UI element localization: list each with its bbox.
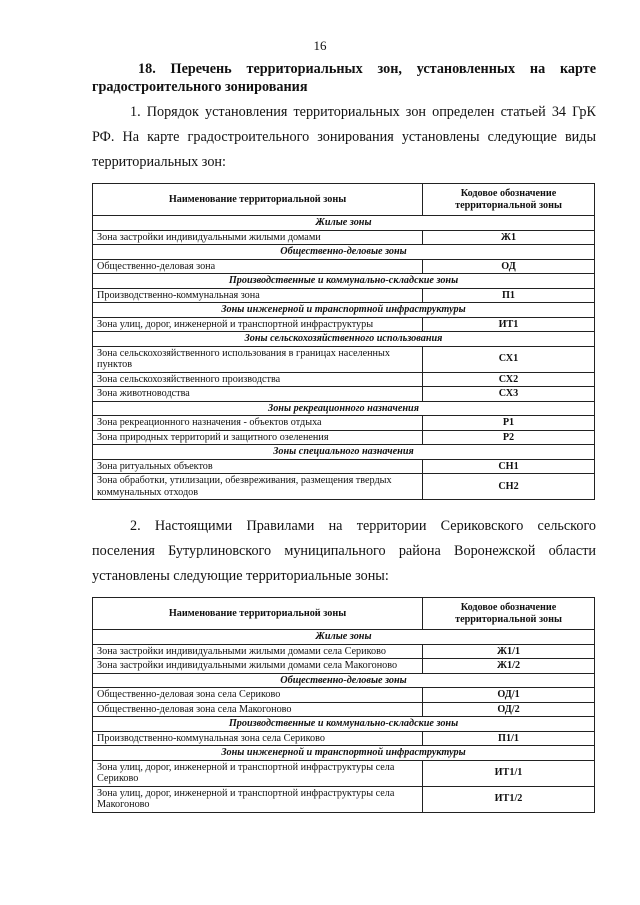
zone-name-cell: Зона улиц, дорог, инженерной и транспортной инфраструктуры села Сериково bbox=[93, 760, 423, 786]
zone-code-cell: СХ2 bbox=[423, 372, 595, 387]
table-row bbox=[93, 372, 595, 387]
table-row bbox=[93, 259, 595, 274]
zone-group-title: Производственные и коммунально-складские зоны bbox=[93, 717, 595, 732]
paragraph-2-text: 2. Настоящими Правилами на территории Сериковского сельского поселения Бутурлиновского муниципального района Воронежской области установлены следующие территориальные зоны: bbox=[92, 518, 596, 584]
table-row bbox=[93, 416, 595, 431]
zone-code-cell: Р2 bbox=[423, 430, 595, 445]
paragraph-1-text: 1. Порядок установления территориальных зон определен статьей 34 ГрК РФ. На карте градостроительного зонирования установлены следующие виды территориальных зон: bbox=[92, 104, 596, 170]
table-group-row bbox=[93, 445, 595, 460]
zone-code-cell: СН1 bbox=[423, 459, 595, 474]
header-zone-name: Наименование территориальной зоны bbox=[93, 184, 423, 216]
zone-code-cell: Ж1/2 bbox=[423, 659, 595, 674]
zone-code-cell: СХ1 bbox=[423, 346, 595, 372]
zone-name-cell: Общественно-деловая зона bbox=[93, 259, 423, 274]
table-group-row bbox=[93, 216, 595, 231]
section-heading-line1: 18. Перечень территориальных зон, установленных на карте bbox=[138, 61, 596, 77]
zone-group-title: Зоны рекреационного назначения bbox=[93, 401, 595, 416]
zone-name-cell: Зона улиц, дорог, инженерной и транспортной инфраструктуры села Макогоново bbox=[93, 786, 423, 812]
zone-name-cell: Общественно-деловая зона села Макогоново bbox=[93, 702, 423, 717]
zones-table-2 bbox=[92, 597, 595, 813]
zone-code-cell: ОД bbox=[423, 259, 595, 274]
zone-code-cell: Ж1/1 bbox=[423, 644, 595, 659]
zone-name-cell: Зона ритуальных объектов bbox=[93, 459, 423, 474]
zone-name-cell: Зона застройки индивидуальными жилыми домами bbox=[93, 230, 423, 245]
table-group-row bbox=[93, 746, 595, 761]
zone-code-cell: ИТ1/1 bbox=[423, 760, 595, 786]
table-header-row bbox=[93, 184, 595, 216]
zone-code-cell: П1/1 bbox=[423, 731, 595, 746]
header-zone-code: Кодовое обозначение территориальной зоны bbox=[423, 184, 595, 216]
zone-group-title: Общественно-деловые зоны bbox=[93, 245, 595, 260]
zone-group-title: Зоны специального назначения bbox=[93, 445, 595, 460]
zone-group-title: Производственные и коммунально-складские зоны bbox=[93, 274, 595, 289]
table-row bbox=[93, 474, 595, 500]
zone-code-cell: Р1 bbox=[423, 416, 595, 431]
table-group-row bbox=[93, 630, 595, 645]
zone-group-title: Общественно-деловые зоны bbox=[93, 673, 595, 688]
table-row bbox=[93, 688, 595, 703]
section-heading bbox=[92, 60, 596, 96]
table-group-row bbox=[93, 245, 595, 260]
zone-code-cell: ИТ1 bbox=[423, 317, 595, 332]
table-row bbox=[93, 659, 595, 674]
zone-group-title: Жилые зоны bbox=[93, 216, 595, 231]
zone-name-cell: Зона застройки индивидуальными жилыми домами села Макогоново bbox=[93, 659, 423, 674]
zone-code-cell: СН2 bbox=[423, 474, 595, 500]
paragraph-2 bbox=[92, 514, 596, 589]
zone-code-cell: ОД/2 bbox=[423, 702, 595, 717]
header-zone-name: Наименование территориальной зоны bbox=[93, 598, 423, 630]
table-group-row bbox=[93, 717, 595, 732]
section-heading-line2: градостроительного зонирования bbox=[92, 79, 308, 95]
zone-code-cell: П1 bbox=[423, 288, 595, 303]
zone-name-cell: Производственно-коммунальная зона bbox=[93, 288, 423, 303]
table-row bbox=[93, 644, 595, 659]
table-row bbox=[93, 459, 595, 474]
zone-name-cell: Зона природных территорий и защитного озеленения bbox=[93, 430, 423, 445]
header-zone-code: Кодовое обозначение территориальной зоны bbox=[423, 598, 595, 630]
table-row bbox=[93, 317, 595, 332]
zone-code-cell: ОД/1 bbox=[423, 688, 595, 703]
zone-code-cell: Ж1 bbox=[423, 230, 595, 245]
table-group-row bbox=[93, 673, 595, 688]
table-group-row bbox=[93, 274, 595, 289]
zone-group-title: Зоны инженерной и транспортной инфраструктуры bbox=[93, 303, 595, 318]
table-group-row bbox=[93, 401, 595, 416]
table-row bbox=[93, 346, 595, 372]
table-row bbox=[93, 230, 595, 245]
table-row bbox=[93, 288, 595, 303]
zone-name-cell: Зона улиц, дорог, инженерной и транспортной инфраструктуры bbox=[93, 317, 423, 332]
zone-group-title: Зоны сельскохозяйственного использования bbox=[93, 332, 595, 347]
table-header-row bbox=[93, 598, 595, 630]
table-group-row bbox=[93, 303, 595, 318]
zone-name-cell: Зона животноводства bbox=[93, 387, 423, 402]
zone-name-cell: Зона обработки, утилизации, обезвреживания, размещения твердых коммунальных отходов bbox=[93, 474, 423, 500]
page-number: 16 bbox=[313, 38, 327, 53]
zones-table-1 bbox=[92, 183, 595, 500]
zone-name-cell: Производственно-коммунальная зона села Сериково bbox=[93, 731, 423, 746]
zone-code-cell: СХ3 bbox=[423, 387, 595, 402]
zone-name-cell: Зона сельскохозяйственного использования в границах населенных пунктов bbox=[93, 346, 423, 372]
table-row bbox=[93, 731, 595, 746]
table-row bbox=[93, 786, 595, 812]
zone-code-cell: ИТ1/2 bbox=[423, 786, 595, 812]
zone-name-cell: Зона застройки индивидуальными жилыми домами села Сериково bbox=[93, 644, 423, 659]
zone-name-cell: Зона рекреационного назначения - объектов отдыха bbox=[93, 416, 423, 431]
paragraph-1 bbox=[92, 100, 596, 175]
table-row bbox=[93, 430, 595, 445]
zone-name-cell: Зона сельскохозяйственного производства bbox=[93, 372, 423, 387]
table-row bbox=[93, 387, 595, 402]
table-row bbox=[93, 702, 595, 717]
zone-group-title: Зоны инженерной и транспортной инфраструктуры bbox=[93, 746, 595, 761]
zone-group-title: Жилые зоны bbox=[93, 630, 595, 645]
table-row bbox=[93, 760, 595, 786]
table-group-row bbox=[93, 332, 595, 347]
zone-name-cell: Общественно-деловая зона села Сериково bbox=[93, 688, 423, 703]
